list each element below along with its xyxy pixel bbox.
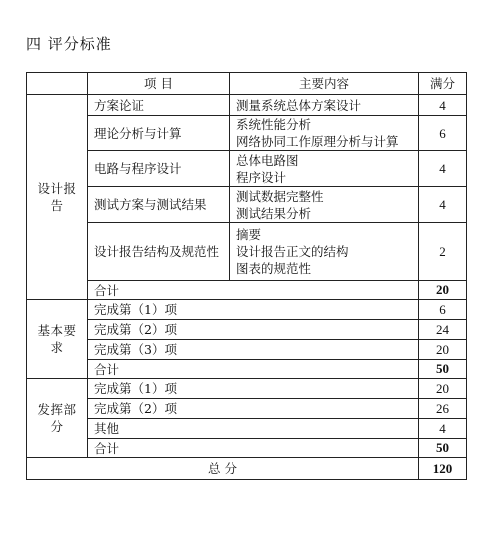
subtotal-row bbox=[27, 281, 467, 300]
subtotal-label: 合计 bbox=[88, 439, 419, 458]
row-item: 电路与程序设计 bbox=[88, 151, 230, 187]
row-score: 4 bbox=[419, 419, 467, 439]
row-item: 完成第（3）项 bbox=[88, 340, 419, 360]
subtotal-row bbox=[27, 439, 467, 458]
row-item: 完成第（1）项 bbox=[88, 379, 419, 399]
row-score: 4 bbox=[419, 95, 467, 116]
row-score: 24 bbox=[419, 320, 467, 340]
header-score: 满分 bbox=[419, 73, 467, 95]
subtotal-score: 50 bbox=[419, 360, 467, 379]
row-score: 26 bbox=[419, 399, 467, 419]
subtotal-score: 50 bbox=[419, 439, 467, 458]
subtotal-score: 20 bbox=[419, 281, 467, 300]
table-row bbox=[27, 151, 467, 187]
row-item: 方案论证 bbox=[88, 95, 230, 116]
table-row bbox=[27, 116, 467, 151]
scoring-table bbox=[26, 72, 467, 480]
group-name-basic-requirements: 基本要求 bbox=[27, 300, 88, 379]
row-score: 4 bbox=[419, 151, 467, 187]
table-row bbox=[27, 399, 467, 419]
total-label: 总 分 bbox=[27, 458, 419, 480]
header-content: 主要内容 bbox=[230, 73, 419, 95]
subtotal-label: 合计 bbox=[88, 281, 419, 300]
content-line: 设计报告正文的结构 bbox=[236, 244, 349, 259]
row-score: 4 bbox=[419, 187, 467, 223]
table-header-row bbox=[27, 73, 467, 95]
group-name-advanced-part: 发挥部分 bbox=[27, 379, 88, 458]
content-line: 摘要 bbox=[236, 227, 262, 242]
header-blank bbox=[27, 73, 88, 95]
row-item: 其他 bbox=[88, 419, 419, 439]
content-line: 测试数据完整性 bbox=[236, 188, 324, 204]
total-row bbox=[27, 458, 467, 480]
table-row bbox=[27, 320, 467, 340]
row-item: 完成第（2）项 bbox=[88, 320, 419, 340]
content-line: 测试结果分析 bbox=[236, 205, 312, 221]
row-content bbox=[230, 95, 419, 116]
table-row bbox=[27, 419, 467, 439]
table-row bbox=[27, 187, 467, 223]
row-content bbox=[230, 116, 419, 151]
header-item: 项 目 bbox=[88, 73, 230, 95]
row-content bbox=[230, 187, 419, 223]
table-row bbox=[27, 300, 467, 320]
row-item: 完成第（2）项 bbox=[88, 399, 419, 419]
row-score: 2 bbox=[419, 223, 467, 281]
subtotal-row bbox=[27, 360, 467, 379]
section-heading: 四 评分标准 bbox=[26, 35, 112, 53]
subtotal-label: 合计 bbox=[88, 360, 419, 379]
content-line: 程序设计 bbox=[236, 169, 287, 185]
group-name-design-report: 设计报告 bbox=[27, 95, 88, 300]
row-score: 6 bbox=[419, 300, 467, 320]
row-item: 理论分析与计算 bbox=[88, 116, 230, 151]
row-score: 20 bbox=[419, 340, 467, 360]
content-line: 测量系统总体方案设计 bbox=[236, 97, 362, 113]
row-score: 20 bbox=[419, 379, 467, 399]
row-content bbox=[230, 151, 419, 187]
table-row bbox=[27, 340, 467, 360]
row-item: 测试方案与测试结果 bbox=[88, 187, 230, 223]
row-content bbox=[230, 223, 419, 281]
row-item: 完成第（1）项 bbox=[88, 300, 419, 320]
content-line: 网络协同工作原理分析与计算 bbox=[236, 134, 399, 149]
content-line: 总体电路图 bbox=[236, 152, 299, 168]
content-line: 系统性能分析 bbox=[236, 117, 312, 132]
table-row bbox=[27, 379, 467, 399]
row-score: 6 bbox=[419, 116, 467, 151]
table-row bbox=[27, 95, 467, 116]
table-row bbox=[27, 223, 467, 281]
content-line: 图表的规范性 bbox=[236, 261, 312, 276]
total-score: 120 bbox=[419, 458, 467, 480]
row-item: 设计报告结构及规范性 bbox=[88, 223, 230, 281]
